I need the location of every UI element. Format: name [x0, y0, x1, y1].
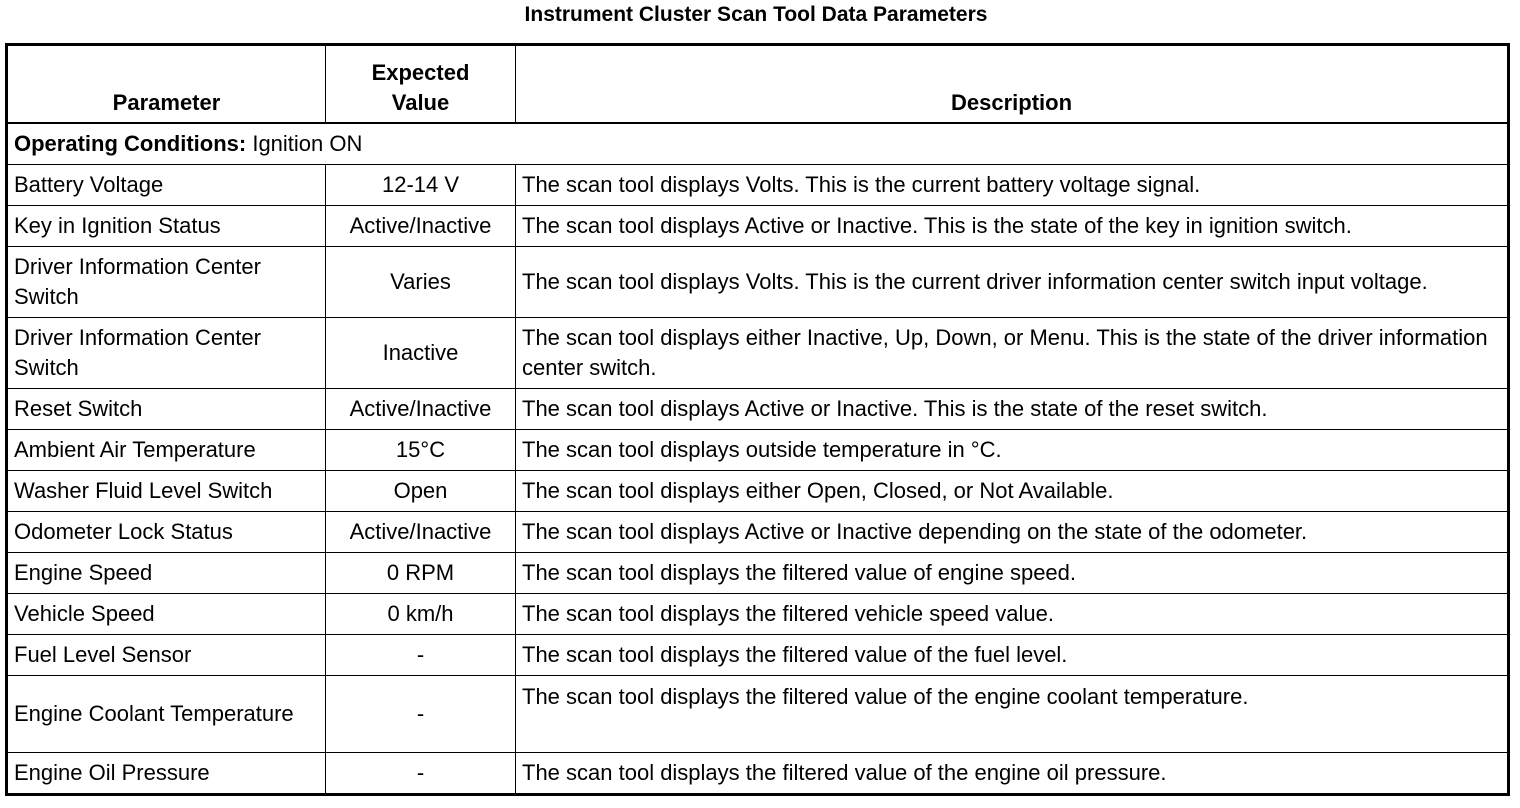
parameter-cell: Engine Oil Pressure	[7, 753, 326, 795]
parameter-cell: Engine Speed	[7, 553, 326, 594]
expected-value-cell: -	[326, 676, 516, 753]
table-row	[7, 430, 1509, 471]
table-row	[7, 471, 1509, 512]
description-cell: The scan tool displays either Open, Closed, or Not Available.	[516, 471, 1509, 512]
description-cell: The scan tool displays either Inactive, Up, Down, or Menu. This is the state of the driver information center switch.	[516, 318, 1509, 389]
table-row	[7, 635, 1509, 676]
operating-conditions-label: Operating Conditions:	[14, 131, 247, 156]
description-cell: The scan tool displays Active or Inactive. This is the state of the reset switch.	[516, 389, 1509, 430]
table-row	[7, 553, 1509, 594]
parameter-cell: Odometer Lock Status	[7, 512, 326, 553]
description-cell: The scan tool displays the filtered value of the fuel level.	[516, 635, 1509, 676]
description-cell: The scan tool displays the filtered value of the engine coolant temperature.	[516, 676, 1509, 753]
parameter-cell: Washer Fluid Level Switch	[7, 471, 326, 512]
description-cell: The scan tool displays outside temperature in °C.	[516, 430, 1509, 471]
parameter-cell: Key in Ignition Status	[7, 206, 326, 247]
table-row	[7, 676, 1509, 753]
table-row	[7, 165, 1509, 206]
header-expected-value-line1: Expected	[371, 60, 470, 85]
table-row	[7, 512, 1509, 553]
expected-value-cell: Active/Inactive	[326, 389, 516, 430]
header-description: Description	[516, 45, 1509, 124]
description-cell: The scan tool displays the filtered value of the engine oil pressure.	[516, 753, 1509, 795]
expected-value-cell: Active/Inactive	[326, 206, 516, 247]
parameter-cell: Vehicle Speed	[7, 594, 326, 635]
description-cell: The scan tool displays Volts. This is the current battery voltage signal.	[516, 165, 1509, 206]
expected-value-cell: Active/Inactive	[326, 512, 516, 553]
expected-value-cell: Varies	[326, 247, 516, 318]
table-row	[7, 389, 1509, 430]
table-row	[7, 247, 1509, 318]
parameter-cell: Engine Coolant Temperature	[7, 676, 326, 753]
header-expected-value-line2: Value	[391, 90, 450, 115]
description-cell: The scan tool displays Volts. This is the current driver information center switch input voltage.	[516, 247, 1509, 318]
description-cell: The scan tool displays Active or Inactive depending on the state of the odometer.	[516, 512, 1509, 553]
expected-value-cell: Inactive	[326, 318, 516, 389]
expected-value-cell: -	[326, 635, 516, 676]
table-row	[7, 318, 1509, 389]
operating-conditions-value: Ignition ON	[252, 131, 363, 156]
description-cell: The scan tool displays the filtered vehicle speed value.	[516, 594, 1509, 635]
expected-value-cell: 12-14 V	[326, 165, 516, 206]
expected-value-cell: 0 km/h	[326, 594, 516, 635]
parameter-cell: Driver Information Center Switch	[7, 318, 326, 389]
expected-value-cell: -	[326, 753, 516, 795]
header-row	[7, 45, 1509, 124]
expected-value-cell: 0 RPM	[326, 553, 516, 594]
operating-conditions-row	[7, 123, 1509, 165]
parameter-cell: Battery Voltage	[7, 165, 326, 206]
parameter-cell: Driver Information Center Switch	[7, 247, 326, 318]
expected-value-cell: 15°C	[326, 430, 516, 471]
header-parameter: Parameter	[7, 45, 326, 124]
header-expected-value	[326, 45, 516, 124]
table-title: Instrument Cluster Scan Tool Data Parameters	[524, 3, 988, 26]
parameter-cell: Ambient Air Temperature	[7, 430, 326, 471]
description-cell: The scan tool displays the filtered value of engine speed.	[516, 553, 1509, 594]
table-row	[7, 594, 1509, 635]
parameter-cell: Reset Switch	[7, 389, 326, 430]
table-row	[7, 753, 1509, 795]
description-cell: The scan tool displays Active or Inactive. This is the state of the key in ignition switch.	[516, 206, 1509, 247]
scan-tool-data-table	[5, 43, 1510, 796]
parameter-cell: Fuel Level Sensor	[7, 635, 326, 676]
operating-conditions-cell	[7, 123, 1509, 165]
expected-value-cell: Open	[326, 471, 516, 512]
table-row	[7, 206, 1509, 247]
